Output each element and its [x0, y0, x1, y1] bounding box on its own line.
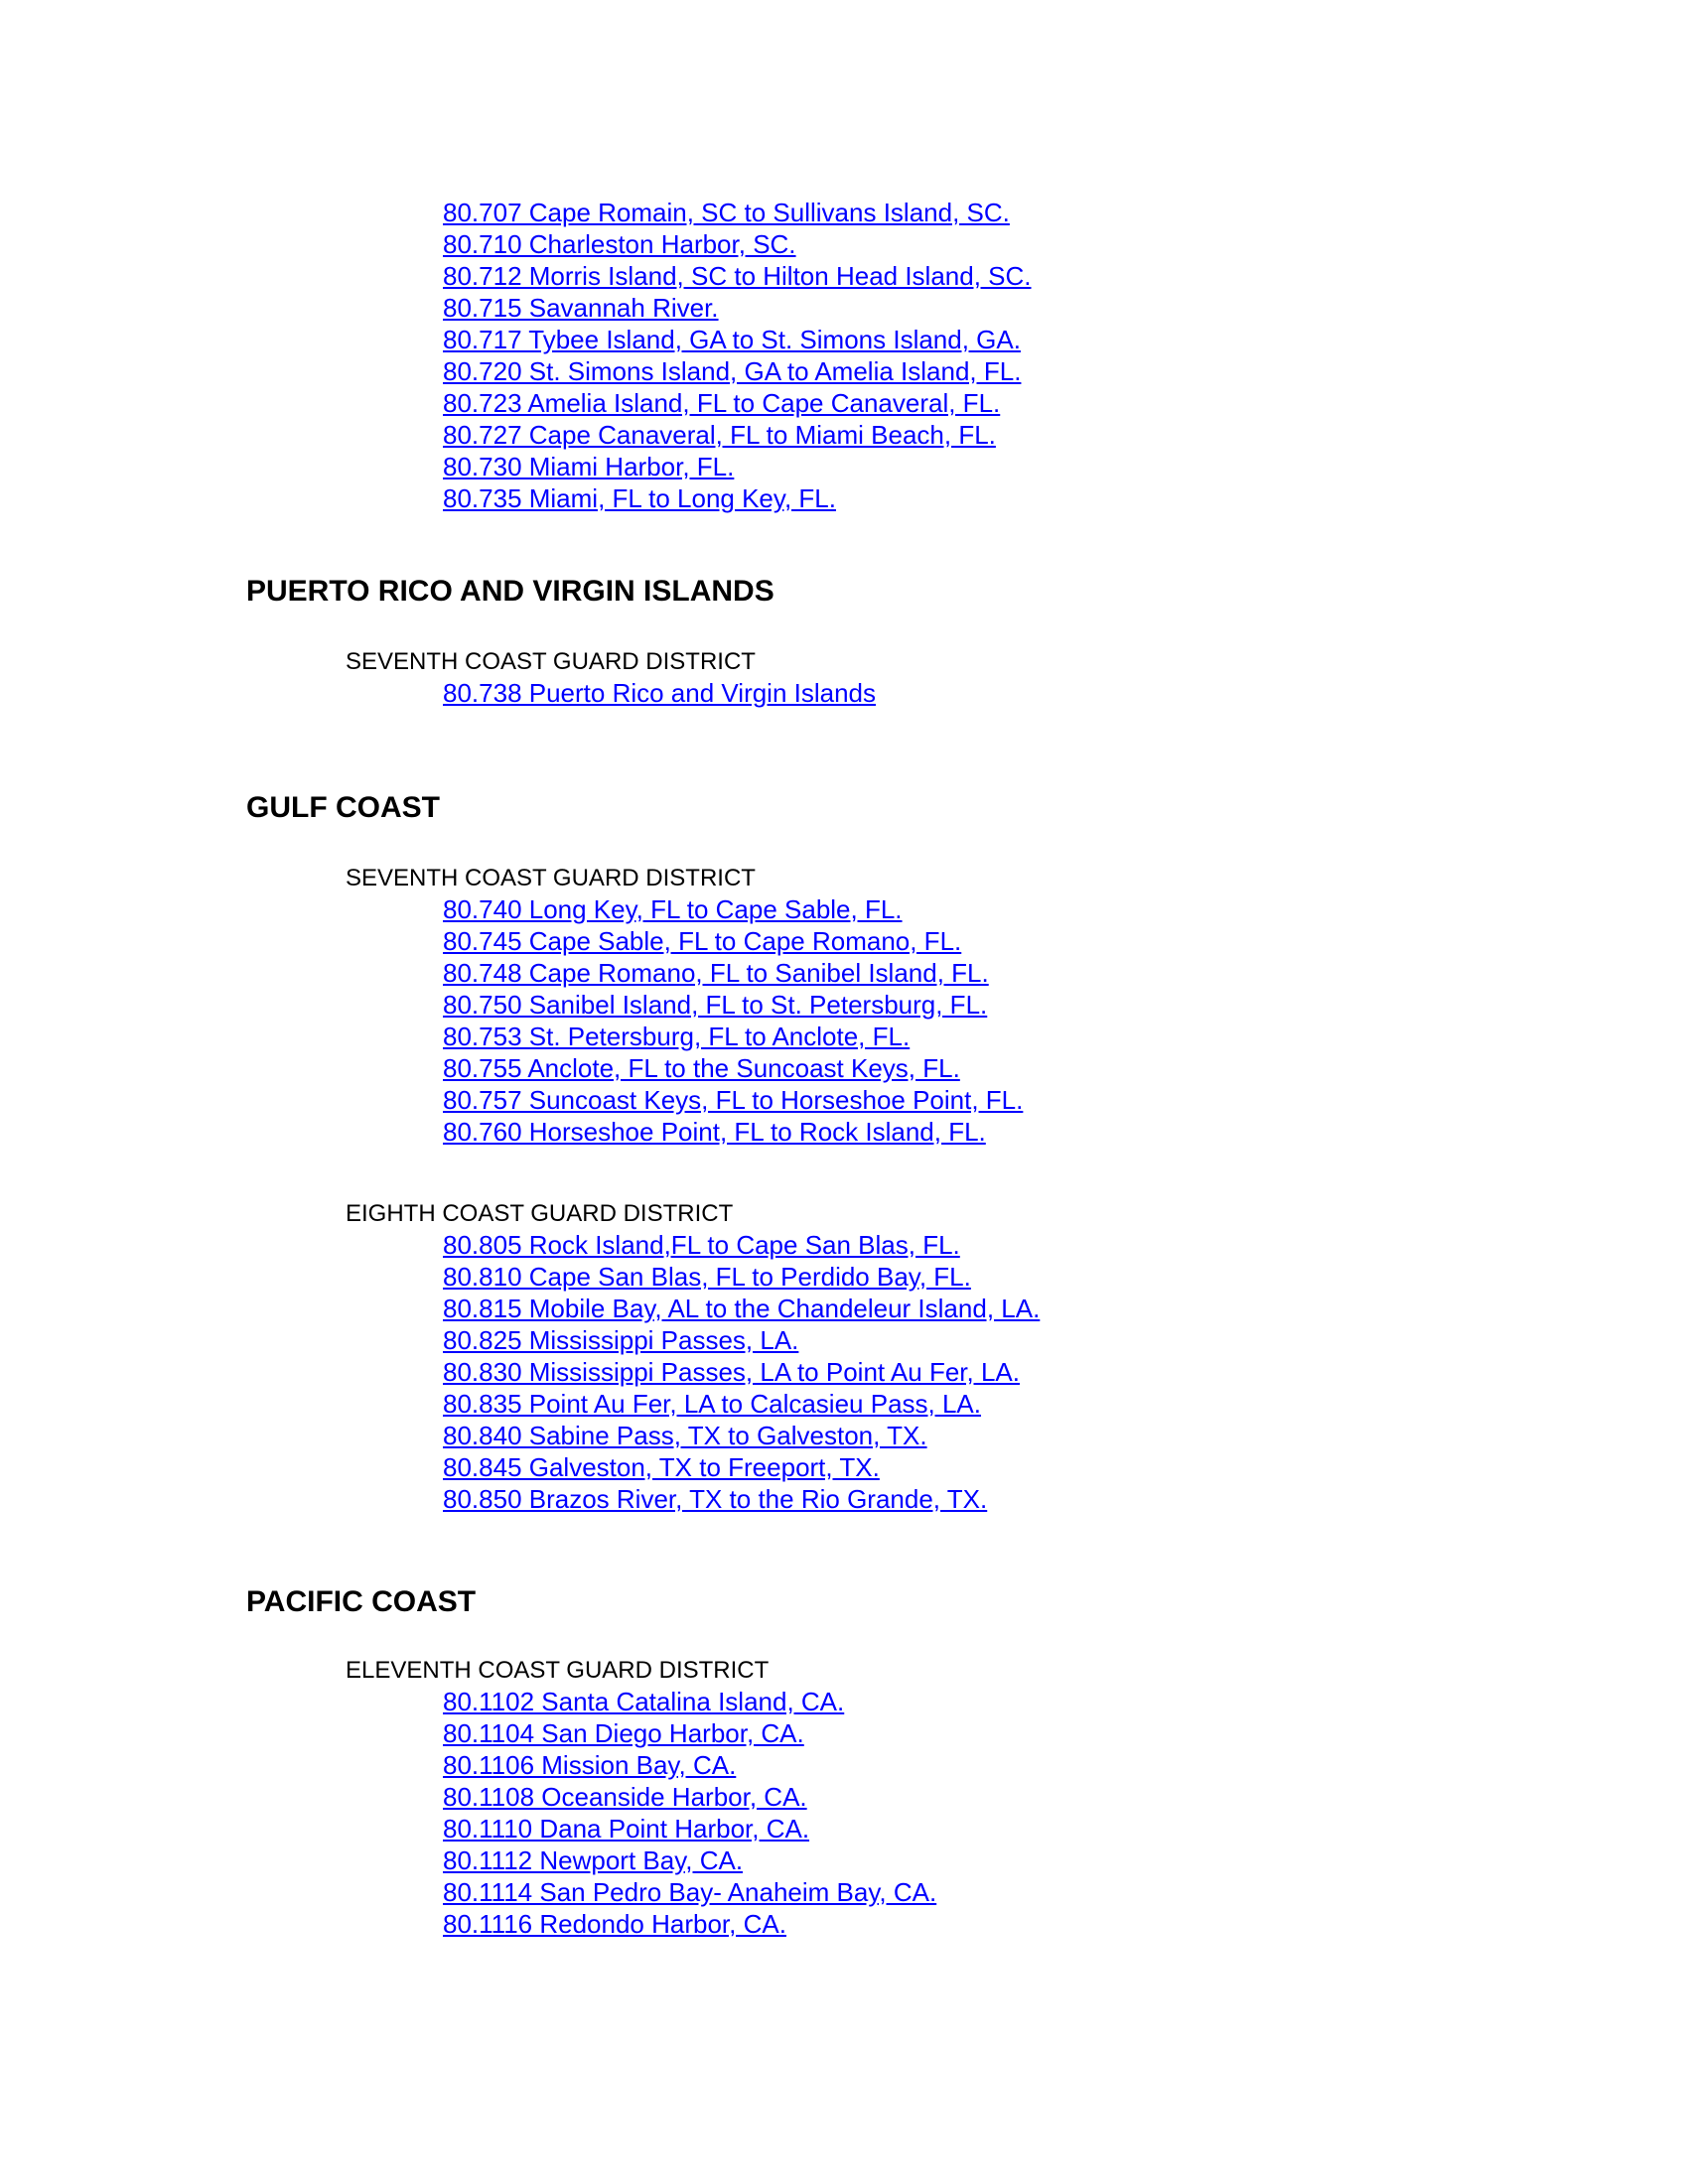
regulation-link[interactable]: 80.1112 Newport Bay, CA.: [443, 1845, 744, 1875]
regulation-link[interactable]: 80.715 Savannah River.: [443, 293, 719, 323]
regulation-link[interactable]: 80.748 Cape Romano, FL to Sanibel Island, FL.: [443, 958, 989, 988]
regulation-link[interactable]: 80.805 Rock Island,FL to Cape San Blas, FL.: [443, 1230, 960, 1260]
regulation-link[interactable]: 80.1108 Oceanside Harbor, CA.: [443, 1782, 807, 1812]
regulation-link[interactable]: 80.1116 Redondo Harbor, CA.: [443, 1909, 786, 1939]
regulation-link[interactable]: 80.755 Anclote, FL to the Suncoast Keys, FL.: [443, 1053, 960, 1083]
regulation-link[interactable]: 80.760 Horseshoe Point, FL to Rock Island, FL.: [443, 1117, 986, 1147]
regulation-link[interactable]: 80.850 Brazos River, TX to the Rio Grande, TX.: [443, 1484, 988, 1514]
regulation-link[interactable]: 80.830 Mississippi Passes, LA to Point Au Fer, LA.: [443, 1357, 1020, 1387]
section-heading-puerto-rico: PUERTO RICO AND VIRGIN ISLANDS: [246, 575, 774, 608]
district-heading: EIGHTH COAST GUARD DISTRICT: [346, 1200, 734, 1227]
regulation-link[interactable]: 80.710 Charleston Harbor, SC.: [443, 229, 796, 259]
regulation-link[interactable]: 80.1104 San Diego Harbor, CA.: [443, 1718, 804, 1748]
district-link-list: [443, 1229, 1040, 1515]
regulation-link[interactable]: 80.745 Cape Sable, FL to Cape Romano, FL.: [443, 926, 962, 956]
regulation-link[interactable]: 80.730 Miami Harbor, FL.: [443, 452, 735, 481]
regulation-link[interactable]: 80.735 Miami, FL to Long Key, FL.: [443, 483, 836, 513]
district-link-list: [443, 893, 1023, 1148]
regulation-link[interactable]: 80.1110 Dana Point Harbor, CA.: [443, 1814, 810, 1843]
regulation-link[interactable]: 80.720 St. Simons Island, GA to Amelia Island, FL.: [443, 356, 1022, 386]
section-heading-gulf-coast: GULF COAST: [246, 791, 440, 824]
regulation-link[interactable]: 80.727 Cape Canaveral, FL to Miami Beach, FL.: [443, 420, 996, 450]
regulation-link[interactable]: 80.738 Puerto Rico and Virgin Islands: [443, 678, 877, 708]
regulation-link[interactable]: 80.750 Sanibel Island, FL to St. Petersburg, FL.: [443, 990, 988, 1020]
district-heading: SEVENTH COAST GUARD DISTRICT: [346, 865, 756, 891]
section-heading-pacific-coast: PACIFIC COAST: [246, 1585, 477, 1618]
district-link-list: [443, 1686, 936, 1940]
regulation-link[interactable]: 80.835 Point Au Fer, LA to Calcasieu Pass, LA.: [443, 1389, 982, 1419]
regulation-link[interactable]: 80.712 Morris Island, SC to Hilton Head Island, SC.: [443, 261, 1032, 291]
regulation-link[interactable]: 80.1114 San Pedro Bay- Anaheim Bay, CA.: [443, 1877, 937, 1907]
regulation-link[interactable]: 80.1102 Santa Catalina Island, CA.: [443, 1687, 845, 1716]
district-heading: ELEVENTH COAST GUARD DISTRICT: [346, 1657, 770, 1684]
regulation-link[interactable]: 80.810 Cape San Blas, FL to Perdido Bay, FL.: [443, 1262, 971, 1292]
regulation-link[interactable]: 80.723 Amelia Island, FL to Cape Canaveral, FL.: [443, 388, 1001, 418]
district-heading: SEVENTH COAST GUARD DISTRICT: [346, 648, 756, 675]
regulation-link[interactable]: 80.757 Suncoast Keys, FL to Horseshoe Point, FL.: [443, 1085, 1024, 1115]
regulation-link[interactable]: 80.740 Long Key, FL to Cape Sable, FL.: [443, 894, 903, 924]
regulation-link[interactable]: 80.753 St. Petersburg, FL to Anclote, FL.: [443, 1022, 911, 1051]
top-link-list: [443, 197, 1032, 514]
regulation-link[interactable]: 80.825 Mississippi Passes, LA.: [443, 1325, 799, 1355]
regulation-link[interactable]: 80.845 Galveston, TX to Freeport, TX.: [443, 1452, 880, 1482]
district-link-list: [443, 677, 876, 709]
regulation-link[interactable]: 80.1106 Mission Bay, CA.: [443, 1750, 737, 1780]
regulation-link[interactable]: 80.840 Sabine Pass, TX to Galveston, TX.: [443, 1421, 927, 1450]
regulation-link[interactable]: 80.815 Mobile Bay, AL to the Chandeleur Island, LA.: [443, 1294, 1041, 1323]
regulation-link[interactable]: 80.717 Tybee Island, GA to St. Simons Island, GA.: [443, 325, 1021, 354]
regulation-link[interactable]: 80.707 Cape Romain, SC to Sullivans Island, SC.: [443, 198, 1010, 227]
